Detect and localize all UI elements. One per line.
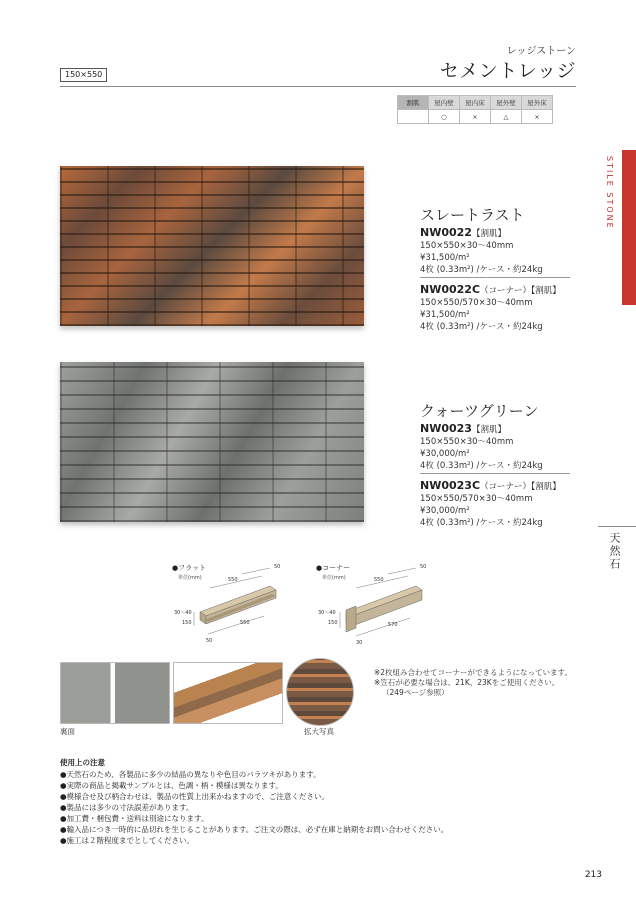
spec-pack: 4枚 (0.33m²) /ケース・約24kg	[420, 518, 543, 528]
category-side-label: 天然石	[608, 532, 621, 571]
dim-label: 30	[356, 640, 363, 646]
dim-label: 550	[374, 577, 384, 583]
spec-size: 150×550×30〜40mm	[420, 241, 514, 251]
usage-value-cell	[398, 110, 429, 124]
dim-label: 30〜40	[174, 610, 192, 616]
spec-size: 150×550/570×30〜40mm	[420, 298, 533, 308]
header-divider	[60, 86, 576, 87]
cap-stone-note: ※笠石が必要な場合は、21K、23Kをご使用ください。	[374, 678, 560, 687]
product-code-text: NW0022	[420, 226, 472, 239]
spec-size: 150×550/570×30〜40mm	[420, 494, 533, 504]
usage-header-cell: 屋内壁	[429, 96, 460, 110]
spec-price: ¥30,000/m²	[420, 506, 470, 516]
diagram-flat-unit: 単位(mm)	[178, 575, 202, 581]
zoom-photo	[286, 658, 354, 726]
spec-size: 150×550×30〜40mm	[420, 437, 514, 447]
page-title: セメントレッジ	[439, 60, 576, 82]
usage-note-item: ●施工は２階程度までとしてください。	[60, 836, 195, 845]
product-spec	[420, 493, 543, 529]
diagram-flat	[172, 560, 292, 650]
brand-side-label: STILE STONE	[605, 156, 614, 230]
product-name: クォーツグリーン	[420, 402, 539, 420]
product-spec	[420, 436, 543, 472]
diagram-corner-svg	[316, 560, 436, 650]
usage-header-cell: 割肌	[398, 96, 429, 110]
dim-label: 150	[182, 620, 192, 626]
product-code-tag: （コーナー）【割肌】	[480, 286, 561, 296]
dim-label: 30〜40	[318, 610, 336, 616]
side-divider	[598, 526, 636, 527]
dim-label: 50	[206, 638, 213, 644]
product-photo-quartz-green	[60, 362, 364, 522]
product-code-tag: 【割肌】	[471, 229, 506, 239]
usage-table-header-row	[398, 96, 553, 110]
usage-value-cell: ○	[429, 110, 460, 124]
product-code-tag: 【割肌】	[471, 425, 506, 435]
product-divider	[420, 277, 570, 278]
usage-header-cell: 屋外壁	[491, 96, 522, 110]
side-accent-band	[622, 150, 636, 305]
usage-table	[397, 95, 553, 124]
usage-note-item: ●天然石のため、各製品に多少の結晶の異なりや色目のバラツキがあります。	[60, 770, 321, 779]
spec-pack: 4枚 (0.33m²) /ケース・約24kg	[420, 265, 543, 275]
product-code-text: NW0023C	[420, 479, 481, 492]
spec-price: ¥31,500/m²	[420, 253, 470, 263]
spec-price: ¥31,500/m²	[420, 310, 470, 320]
dim-label: 50	[420, 564, 427, 570]
usage-note-item: ●加工費・梱包費・送料は別途になります。	[60, 814, 209, 823]
usage-note-item: ●模様合せ及び柄合わせは、製品の性質上出来かねますので、ご注意ください。	[60, 792, 329, 801]
size-badge: 150×550	[60, 68, 107, 82]
product-code	[420, 479, 561, 492]
spec-pack: 4枚 (0.33m²) /ケース・約24kg	[420, 322, 543, 332]
dim-label: 570	[388, 622, 398, 628]
dim-label: 150	[328, 620, 338, 626]
diagram-flat-svg	[172, 560, 292, 650]
corner-sample-photo	[173, 662, 283, 724]
back-side-caption: 裏面	[60, 727, 75, 736]
usage-value-cell: ×	[522, 110, 553, 124]
page-number: 213	[584, 870, 602, 880]
product-photo-slate-rust	[60, 166, 364, 326]
product-code-tag: （コーナー）【割肌】	[480, 482, 561, 492]
usage-note-item: ●輸入品につき一時的に品切れを生じることがあります。ご注文の際は、必ず在庫と納期をお問い合わせください。	[60, 825, 449, 834]
product-name: スレートラスト	[420, 206, 525, 224]
usage-note-item: ●製品には多少の寸法誤差があります。	[60, 803, 194, 812]
dim-label: 50	[274, 564, 281, 570]
spec-pack: 4枚 (0.33m²) /ケース・約24kg	[420, 461, 543, 471]
product-spec	[420, 240, 543, 276]
product-divider	[420, 473, 570, 474]
usage-value-cell: △	[491, 110, 522, 124]
page-reference-note: （249ページ参照）	[382, 688, 449, 697]
usage-header-cell: 屋外床	[522, 96, 553, 110]
zoom-caption: 拡大写真	[304, 727, 334, 736]
product-code-text: NW0022C	[420, 283, 481, 296]
diagram-corner-unit: 単位(mm)	[322, 575, 346, 581]
diagram-corner-label: ●コーナー	[316, 564, 351, 572]
product-code	[420, 283, 561, 296]
usage-header-cell: 屋内床	[460, 96, 491, 110]
product-code	[420, 226, 506, 239]
product-code	[420, 422, 506, 435]
diagram-flat-label: ●フラット	[172, 564, 206, 572]
spec-price: ¥30,000/m²	[420, 449, 470, 459]
dim-label: 550	[228, 577, 238, 583]
dim-label: 550	[240, 620, 250, 626]
usage-notes	[60, 757, 448, 846]
diagram-corner	[316, 560, 436, 650]
corner-note: ※2枚組み合わせてコーナーができるようになっています。	[374, 668, 572, 677]
usage-note-item: ●実際の商品と掲載サンプルとは、色調・柄・模様は異なります。	[60, 781, 283, 790]
usage-table-value-row	[398, 110, 553, 124]
usage-value-cell: ×	[460, 110, 491, 124]
usage-notes-heading: 使用上の注意	[60, 758, 105, 767]
back-side-photo	[60, 662, 170, 724]
page-subtitle: レッジストーン	[506, 46, 576, 57]
product-code-text: NW0023	[420, 422, 472, 435]
product-spec	[420, 297, 543, 333]
